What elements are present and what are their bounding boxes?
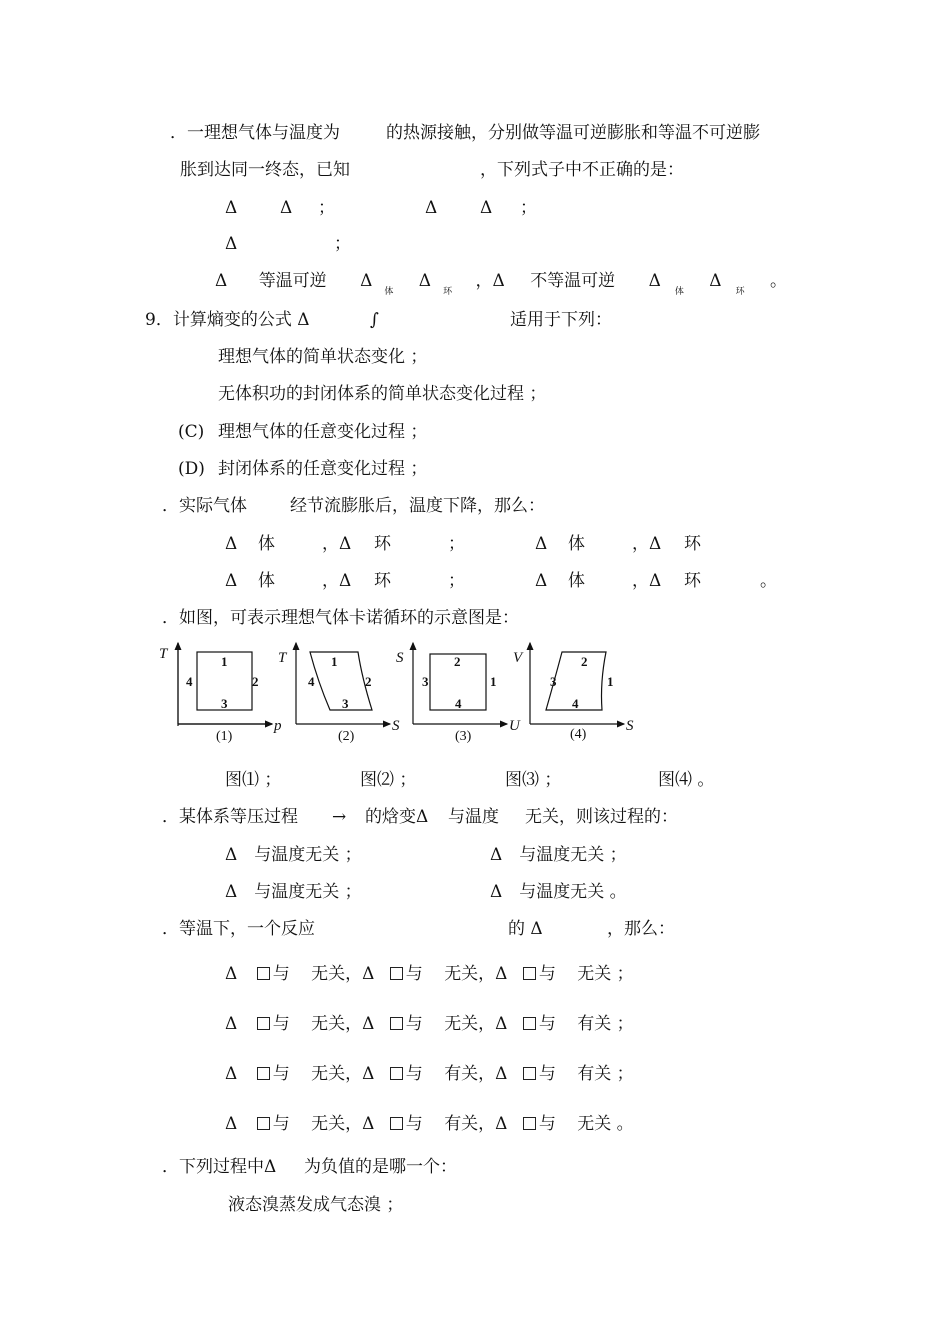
q13-row-0-w2: 与 <box>405 964 423 984</box>
square-icon <box>257 1017 270 1030</box>
q12-optA: Δ 与温度无关 ； <box>225 845 362 865</box>
q8-optD-sub1: 体 <box>384 287 394 297</box>
q11-stem: ．如图，可表示理想气体卡诺循环的示意图是： <box>162 608 519 628</box>
fig1-n2: 2 <box>252 674 259 689</box>
q13-row-1-delta: Δ <box>225 1014 238 1034</box>
q13-row-1-w1: 与 <box>272 1014 290 1034</box>
q10-row1-b: 体 <box>258 534 275 554</box>
q13-row-3-r1: 无关，Δ <box>311 1114 375 1134</box>
fig1-xlabel: p <box>274 718 282 734</box>
q11-optB: 图⑵ ； <box>360 770 417 790</box>
fig4-xlabel: S <box>626 718 634 734</box>
q10-row2-b: 体 <box>258 571 275 591</box>
q10-row2-c: ，Δ <box>322 571 352 591</box>
q10-row2-i: 环 <box>684 571 701 591</box>
q12-optC: Δ 与温度无关 ； <box>225 882 362 902</box>
q8-optD-delta4: Δ <box>648 271 661 291</box>
fig3-n2: 2 <box>454 654 461 669</box>
fig4-n4: 4 <box>572 696 579 711</box>
q11-optA: 图⑴ ； <box>225 770 282 790</box>
fig1-n4: 4 <box>186 674 193 689</box>
fig1-n3: 3 <box>221 696 228 711</box>
q13-row-3-w1: 与 <box>272 1114 290 1134</box>
q10-row1-c: ，Δ <box>322 534 352 554</box>
q13-row-2 <box>225 1064 634 1084</box>
square-icon <box>390 1067 403 1080</box>
q8-optD-delta2: Δ <box>360 271 373 291</box>
q13-row-1-w3: 与 <box>538 1014 556 1034</box>
q8-optD <box>215 271 787 297</box>
q10-row1-h: ，Δ <box>632 534 662 554</box>
q13-row-1 <box>225 1014 634 1034</box>
q13-row-2-w3: 与 <box>538 1064 556 1084</box>
q8-optB-semi: ； <box>520 198 537 218</box>
fig4-n3: 3 <box>550 674 557 689</box>
q8-optC-delta: Δ <box>225 234 238 254</box>
q8-optC-semi: ； <box>334 234 351 254</box>
fig4-caption: (4) <box>570 727 587 742</box>
square-icon <box>523 967 536 980</box>
q13-row-2-w1: 与 <box>272 1064 290 1084</box>
q13-row-2-r3: 有关 ； <box>577 1064 634 1084</box>
q13-row-0-w3: 与 <box>538 964 556 984</box>
q8-optB-delta1: Δ <box>425 198 438 218</box>
q8-optA-semi: ； <box>318 198 335 218</box>
q9-optD-label: (D) <box>178 459 205 479</box>
square-icon <box>523 1017 536 1030</box>
q13-row-1-r2: 无关，Δ <box>444 1014 508 1034</box>
q8-optB-delta2: Δ <box>480 198 493 218</box>
q8-optD-text1: 等温可逆 <box>258 271 327 291</box>
q8-optD-sub3: 体 <box>674 287 684 297</box>
q10-row1-g: 体 <box>568 534 585 554</box>
q8-optA-delta2: Δ <box>280 198 293 218</box>
square-icon <box>523 1117 536 1130</box>
fig2-n2: 2 <box>365 674 372 689</box>
q13-row-3-r3: 无关 。 <box>577 1114 634 1134</box>
q9-optC-label: (C) <box>178 422 205 442</box>
fig2-ylabel: T <box>278 650 287 666</box>
fig4-n1: 1 <box>607 674 614 689</box>
q8-optD-delta3: Δ <box>418 271 432 291</box>
fig3-xlabel: U <box>509 718 520 734</box>
carnot-cycle-figures <box>150 638 650 748</box>
q13-stem-b: 的 Δ <box>508 919 543 939</box>
q9-integral: ∫ <box>370 310 379 330</box>
q8-line2-a: 胀到达同一终态，已知 <box>180 160 350 180</box>
q8-optA-delta1: Δ <box>225 198 238 218</box>
q13-row-1-r1: 无关，Δ <box>311 1014 375 1034</box>
fig2-n1: 1 <box>331 654 338 669</box>
q9-stem-a: 9．计算熵变的公式 Δ <box>145 310 310 330</box>
q10-row2-a: Δ <box>225 571 238 591</box>
q13-row-0 <box>225 964 634 984</box>
fig3-n4: 4 <box>455 696 462 711</box>
q10-stem-a: ．实际气体 <box>162 496 247 516</box>
q9-optC: 理想气体的任意变化过程 ； <box>218 422 428 442</box>
q13-row-1-w2: 与 <box>405 1014 423 1034</box>
q13-row-0-w1: 与 <box>272 964 290 984</box>
q12-optD: Δ 与温度无关 。 <box>490 882 627 902</box>
square-icon <box>523 1067 536 1080</box>
q13-row-1-r3: 有关 ； <box>577 1014 634 1034</box>
fig3-n1: 1 <box>490 674 497 689</box>
q13-row-3-r2: 有关，Δ <box>444 1114 508 1134</box>
q11-optC: 图⑶ ； <box>505 770 562 790</box>
q9-optD: 封闭体系的任意变化过程 ； <box>218 459 428 479</box>
q8-optD-delta5: Δ <box>709 271 722 291</box>
q8-line1-b: 的热源接触，分别做等温可逆膨胀和等温不可逆膨 <box>386 123 760 143</box>
q10-row1-e: ； <box>448 534 465 554</box>
q13-row-0-r1: 无关，Δ <box>311 964 375 984</box>
q10-row2-f: Δ <box>535 571 548 591</box>
q10-row1-f: Δ <box>535 534 548 554</box>
q13-row-2-w2: 与 <box>405 1064 423 1084</box>
q10-row1-a: Δ <box>225 534 238 554</box>
q8-optD-delta1: Δ <box>215 271 228 291</box>
q12-stem-b: 的焓变Δ <box>365 807 429 827</box>
q8-optD-sub2: 环 <box>443 287 453 297</box>
q13-stem-a: ．等温下，一个反应 <box>162 919 315 939</box>
q13-row-2-delta: Δ <box>225 1064 238 1084</box>
q13-stem-c: ，那么： <box>607 919 675 939</box>
q13-row-2-r2: 有关，Δ <box>444 1064 508 1084</box>
square-icon <box>257 967 270 980</box>
q13-row-3-w3: 与 <box>538 1114 556 1134</box>
q11-optD: 图⑷ 。 <box>658 770 715 790</box>
square-icon <box>390 1117 403 1130</box>
q9-optA: 理想气体的简单状态变化 ； <box>218 347 428 367</box>
square-icon <box>257 1067 270 1080</box>
fig3-caption: (3) <box>455 729 472 744</box>
q9-optB: 无体积功的封闭体系的简单状态变化过程 ； <box>218 384 547 404</box>
q8-line1-a: ．一理想气体与温度为 <box>170 123 340 143</box>
q10-row1-i: 环 <box>684 534 701 554</box>
q10-row2-end: 。 <box>760 571 777 591</box>
q14-stem-b: 为负值的是哪一个： <box>304 1157 457 1177</box>
fig4-n2: 2 <box>581 654 588 669</box>
q12-optB: Δ 与温度无关 ； <box>490 845 627 865</box>
q12-stem-d: 无关，则该过程的： <box>525 807 678 827</box>
fig3-n3: 3 <box>422 674 429 689</box>
square-icon <box>257 1117 270 1130</box>
q13-row-0-r3: 无关 ； <box>577 964 634 984</box>
fig4-ylabel: V <box>513 650 523 666</box>
q8-line2-b: ，下列式子中不正确的是： <box>480 160 684 180</box>
q9-stem-b: 适用于下列： <box>510 310 612 330</box>
fig2-cycle <box>310 652 372 710</box>
q13-row-3-delta: Δ <box>225 1114 238 1134</box>
q12-stem-a: ．某体系等压过程 <box>162 807 298 827</box>
q8-optD-sub4: 环 <box>735 287 745 297</box>
square-icon <box>390 1017 403 1030</box>
q10-row2-h: ，Δ <box>632 571 662 591</box>
q10-row2-d: 环 <box>374 571 391 591</box>
q14-optA: 液态溴蒸发成气态溴 ； <box>228 1195 404 1215</box>
q10-row1-d: 环 <box>374 534 391 554</box>
q13-row-2-r1: 无关，Δ <box>311 1064 375 1084</box>
fig1-n1: 1 <box>221 654 228 669</box>
q10-stem-b: 经节流膨胀后，温度下降，那么： <box>290 496 545 516</box>
q8-optD-end: 。 <box>770 271 787 291</box>
fig1-ylabel: T <box>159 646 168 662</box>
q13-row-3 <box>225 1114 634 1134</box>
q13-row-3-w2: 与 <box>405 1114 423 1134</box>
q10-row2-e: ； <box>448 571 465 591</box>
q12-arrow: → <box>332 807 347 827</box>
q8-optD-comma: ，Δ <box>475 271 505 291</box>
q14-stem-a: ．下列过程中Δ <box>162 1157 277 1177</box>
fig2-xlabel: S <box>392 718 400 734</box>
q10-row2-g: 体 <box>568 571 585 591</box>
fig2-caption: (2) <box>338 729 355 744</box>
q12-stem-c: 与温度 <box>448 807 499 827</box>
square-icon <box>390 967 403 980</box>
q8-optD-text2: 不等温可逆 <box>530 271 616 291</box>
fig1-caption: (1) <box>216 729 233 744</box>
fig3-ylabel: S <box>396 650 404 666</box>
fig2-n4: 4 <box>308 674 315 689</box>
q13-row-0-r2: 无关，Δ <box>444 964 508 984</box>
fig2-n3: 3 <box>342 696 349 711</box>
q13-row-0-delta: Δ <box>225 964 238 984</box>
